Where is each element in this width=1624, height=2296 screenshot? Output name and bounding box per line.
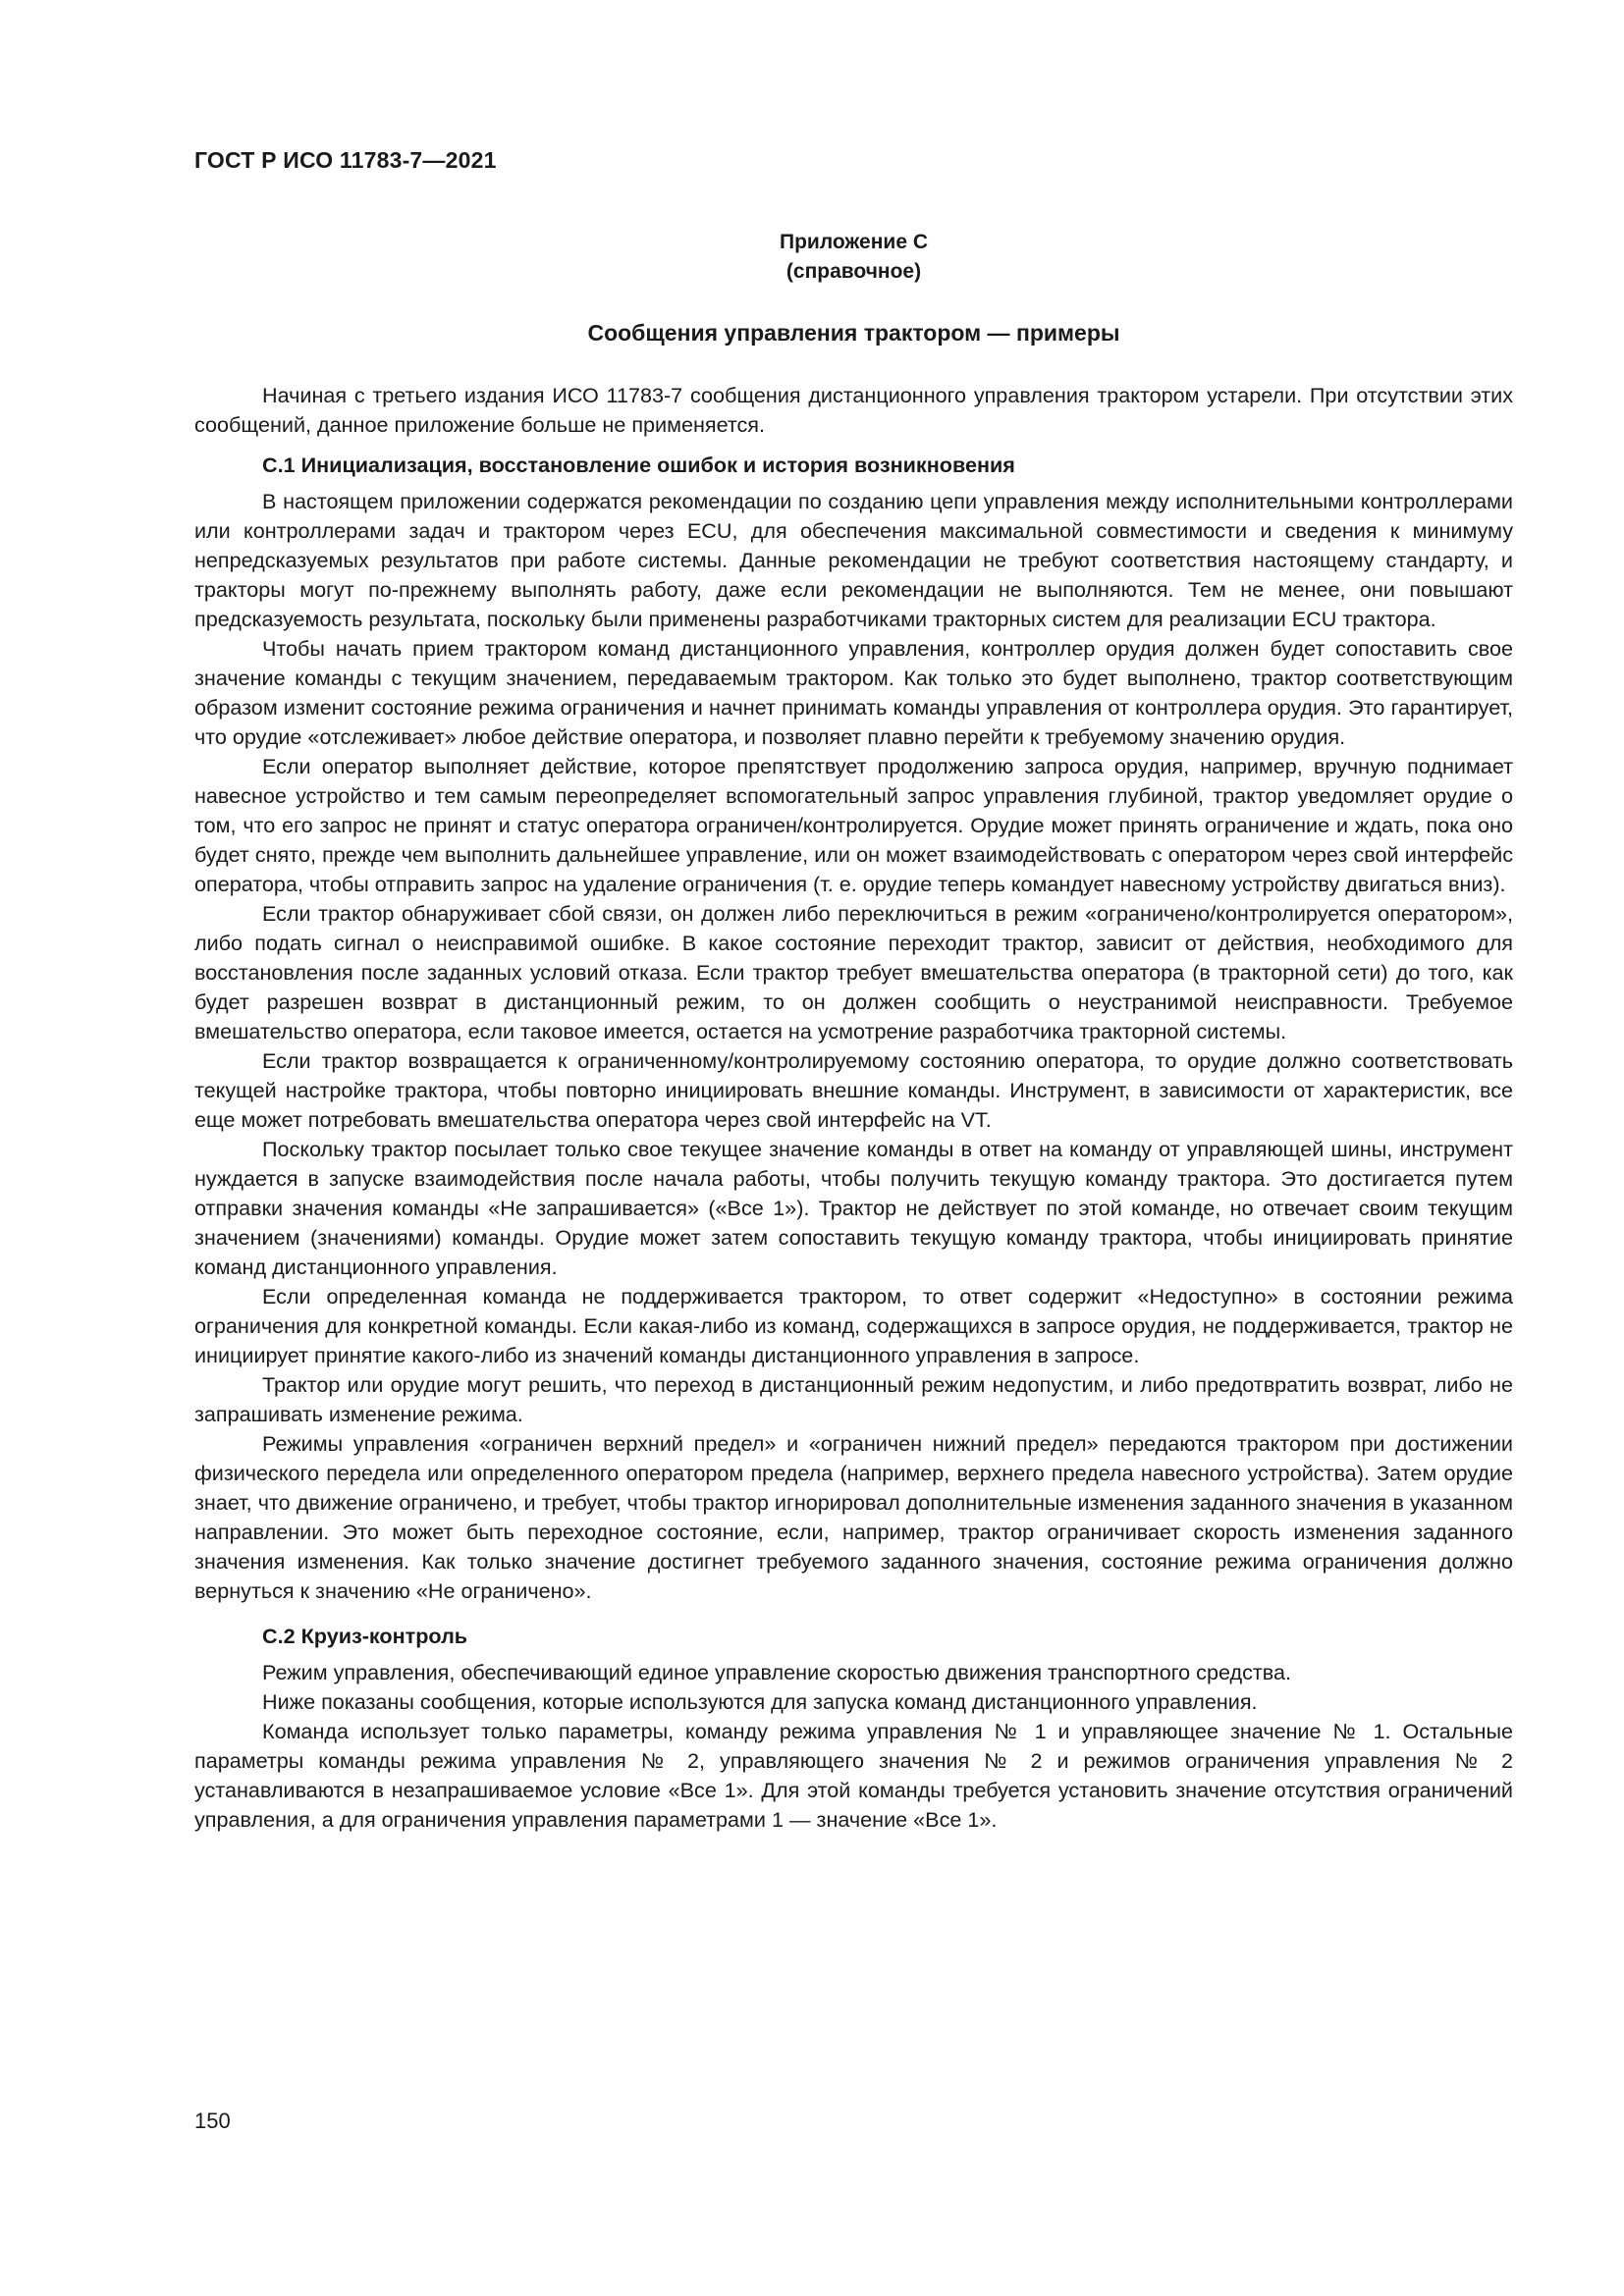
paragraph: Команда использует только параметры, команду режима управления № 1 и управляющее значение № 1. Остальные параметры команды режима управления № 2, управляющего значения № 2 и режимов ограничения управления № 2 устанавливаются в незапрашиваемое условие «Все 1». Для этой команды требуется установить значение отсутствия ограничений управления, а для ограничения управления параметрами 1 — значение «Все 1».: [194, 1719, 1513, 1832]
paragraph: Если оператор выполняет действие, которое препятствует продолжению запроса орудия, например, вручную поднимает навесное устройство и тем самым переопределяет вспомогательный запрос управления глубиной, трактор уведомляет орудие о том, что его запрос не принят и статус оператора ограничен/контролируется. Орудие может принять ограничение и ждать, пока оно будет снято, прежде чем выполнить дальнейшее управление, или он может взаимодействовать с оператором через свой интерфейс оператора, чтобы отправить запрос на удаление ограничения (т. е. орудие теперь командует навесному устройству двигаться вниз).: [194, 754, 1513, 896]
paragraph: Если определенная команда не поддерживается трактором, то ответ содержит «Недоступно» в состоянии режима ограничения для конкретной команды. Если какая-либо из команд, содержащихся в запросе орудия, не поддерживается, трактор не инициирует принятие какого-либо из значений команды дистанционного управления в запросе.: [194, 1284, 1513, 1367]
paragraph: Режим управления, обеспечивающий единое управление скоростью движения транспортного средства.: [262, 1660, 1292, 1684]
paragraph: В настоящем приложении содержатся рекомендации по созданию цепи управления между исполнительными контроллерами или контроллерами задач и трактором через ECU, для обеспечения максимальной совместимости и сведения к минимуму непредсказуемых результатов при работе системы. Данные рекомендации не требуют соответствия настоящему стандарту, и тракторы могут по-прежнему выполнять работу, даже если рекомендации не выполняются. Тем не менее, они повышают предсказуемость результата, поскольку были применены разработчиками тракторных систем для реализации ECU трактора.: [194, 489, 1513, 631]
paragraph: Трактор или орудие могут решить, что переход в дистанционный режим недопустим, и либо предотвратить возврат, либо не запрашивать изменение режима.: [194, 1372, 1513, 1426]
annex-title: Сообщения управления трактором — примеры: [587, 320, 1120, 346]
document-body: [194, 381, 1513, 1835]
paragraph: Чтобы начать прием трактором команд дистанционного управления, контроллер орудия должен будет сопоставить свое значение команды с текущим значением, передаваемым трактором. Как только это будет выполнено, трактор соответствующим образом изменит состояние режима ограничения и начнет принимать команды управления от контроллера орудия. Это гарантирует, что орудие «отслеживает» любое действие оператора, и позволяет плавно перейти к требуемому значению орудия.: [194, 636, 1513, 749]
annex-label: Приложение С: [779, 231, 928, 253]
paragraph: Поскольку трактор посылает только свое текущее значение команды в ответ на команду от управляющей шины, инструмент нуждается в запуске взаимодействия после начала работы, чтобы получить текущую команду трактора. Это достигается путем отправки значения команды «Не запрашивается» («Все 1»). Трактор не действует по этой команде, но отвечает своим текущим значением (значениями) команды. Орудие может затем сопоставить текущую команду трактора, чтобы инициировать принятие команд дистанционного управления.: [194, 1137, 1513, 1279]
paragraph: Если трактор возвращается к ограниченному/контролируемому состоянию оператора, то орудие должно соответствовать текущей настройке трактора, чтобы повторно инициировать внешние команды. Инструмент, в зависимости от характеристик, все еще может потребовать вмешательства оператора через свой интерфейс на VT.: [194, 1048, 1513, 1132]
intro-paragraph: Начиная с третьего издания ИСО 11783-7 сообщения дистанционного управления трактором устарели. При отсутствии этих сообщений, данное приложение больше не применяется.: [194, 383, 1513, 437]
annex-status: (справочное): [785, 260, 922, 283]
paragraph: Режимы управления «ограничен верхний предел» и «ограничен нижний предел» передаются трактором при достижении физического передела или определенного оператором предела (например, верхнего предела навесного устройства). Затем орудие знает, что движение ограничено, и требует, чтобы трактор игнорировал дополнительные изменения заданного значения в указанном направлении. Это может быть переходное состояние, если, например, трактор ограничивает скорость изменения заданного значения изменения. Как только значение достигнет требуемого заданного значения, состояние режима ограничения должно вернуться к значению «Не ограничено».: [194, 1431, 1513, 1603]
document-code: ГОСТ Р ИСО 11783-7—2021: [194, 147, 497, 173]
paragraph: Ниже показаны сообщения, которые используются для запуска команд дистанционного управления.: [262, 1689, 1258, 1714]
section-heading-c1: С.1 Инициализация, восстановление ошибок и история возникновения: [262, 453, 1015, 477]
annex-label-block: [194, 228, 1513, 287]
paragraph: Если трактор обнаруживает сбой связи, он должен либо переключиться в режим «ограничено/контролируется оператором», либо подать сигнал о неисправимой ошибке. В какое состояние переходит трактор, зависит от действия, необходимого для восстановления после заданных условий отказа. Если трактор требует вмешательства оператора (в тракторной сети) до того, как будет разрешен возврат в дистанционный режим, то он должен сообщить о неустранимой неисправности. Требуемое вмешательство оператора, если таковое имеется, остается на усмотрение разработчика тракторной системы.: [194, 901, 1513, 1043]
page-number: 150: [194, 2109, 231, 2133]
section-heading-c2: С.2 Круиз-контроль: [262, 1624, 468, 1648]
